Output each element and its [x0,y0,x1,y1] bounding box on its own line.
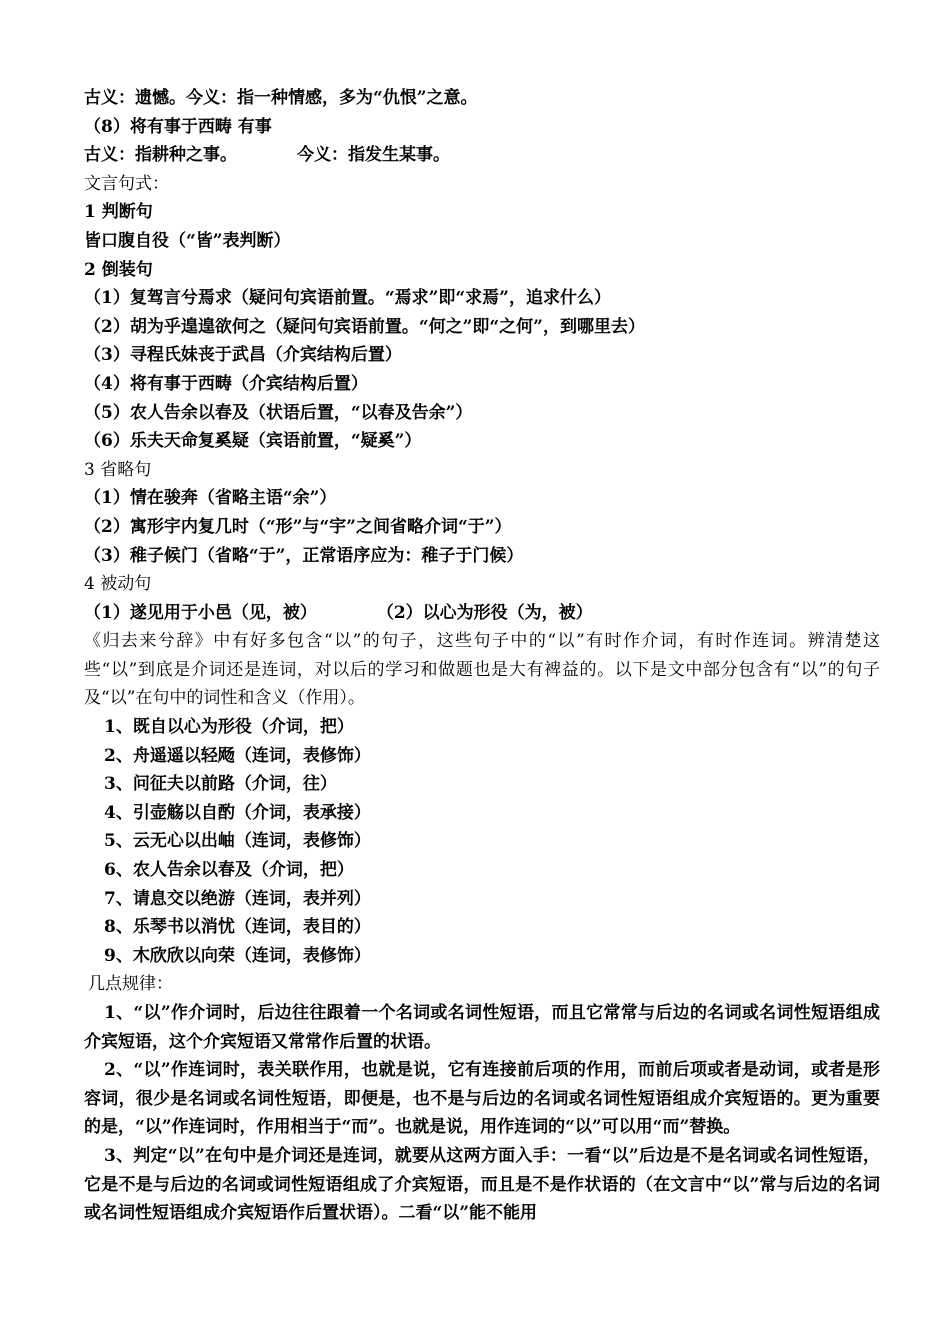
text-line: （8）将有事于西畴 有事 [84,116,272,137]
section-title: 文言句式： [84,173,169,194]
subsection-title-judgment: 1 判断句 [84,202,153,223]
list-item [84,599,880,628]
yi-item: 6、农人告余以春及（介词，把） [104,860,354,881]
yi-item: 3、问征夫以前路（介词，往） [104,774,337,795]
yi-item: 2、舟遥遥以轻飏（连词，表修饰） [104,745,371,766]
list-item: 皆口腹自役（“皆”表判断） [84,230,291,251]
text-line [84,141,880,170]
list-item: （3）寻程氏妹丧于武昌（介宾结构后置） [84,345,402,366]
list-item: （1）情在骏奔（省略主语“余”） [84,488,337,509]
subsection-title-passive: 4 被动句 [84,574,152,595]
rule-paragraph: 2、“以”作连词时，表关联作用，也就是说，它有连接前后项的作用，而前后项或者是动词，或者是形容词，很少是名词或名词性短语，即便是，也不是与后边的名词或名词性短语组成介宾短语的。更为重要的是，“以”作连词时，作用相当于“而”。也就是说，用作连词的“以”可以用“而”替换。 [84,1060,880,1138]
yi-item: 7、请息交以绝游（连词，表并列） [104,888,371,909]
yi-item: 8、乐琴书以消忧（连词，表目的） [104,917,371,938]
list-item: （4）将有事于西畴（介宾结构后置） [84,373,368,394]
yi-item: 9、木欣欣以向荣（连词，表修饰） [104,945,371,966]
intro-paragraph: 《归去来兮辞》中有好多包含“以”的句子，这些句子中的“以”有时作介词，有时作连词。辨清楚这些“以”到底是介词还是连词，对以后的学习和做题也是大有裨益的。以下是文中部分包含有“以”的句子及“以”在句中的词性和含义（作用）。 [84,631,880,709]
list-item: （6）乐夫天命复奚疑（宾语前置，“疑奚”） [84,431,422,452]
list-item: （2）寓形宇内复几时（“形”与“宇”之间省略介词“于”） [84,516,512,537]
list-item: （2）胡为乎遑遑欲何之（疑问句宾语前置。“何之”即“之何”，到哪里去） [84,316,645,337]
rule-paragraph: 3、判定“以”在句中是介词还是连词，就要从这两方面入手：一看“以”后边是不是名词或名词性短语，它是不是与后边的名词或词性短语组成了介宾短语，而且是不是作状语的（在文言中“以”常与后边的名词或名词性短语组成介宾短语作后置状语）。二看“以”能不能用 [84,1145,880,1224]
rules-title: 几点规律： [88,974,173,995]
subsection-title-inversion: 2 倒装句 [84,259,153,280]
yi-item: 1、既自以心为形役（介词，把） [104,717,354,738]
document-page [84,84,880,1228]
list-item: （1）复驾言兮焉求（疑问句宾语前置。“焉求”即“求焉”，追求什么） [84,288,611,309]
list-item: （3）稚子候门（省略“于”，正常语序应为：稚子于门候） [84,545,524,566]
ancient-meaning: 古义：指耕种之事。 [84,145,237,166]
rule-paragraph: 1、“以”作介词时，后边往往跟着一个名词或名词性短语，而且它常常与后边的名词或名词性短语组成介宾短语，这个介宾短语又常常作后置的状语。 [84,1003,880,1052]
subsection-title-ellipsis: 3 省略句 [84,459,152,480]
text-line: 古义：遗憾。今义：指一种情感，多为“仇恨”之意。 [84,88,478,108]
yi-item: 4、引壶觞以自酌（介词，表承接） [104,802,371,823]
modern-meaning: 今义：指发生某事。 [297,145,450,166]
passive-item-1: （1）遂见用于小邑（见，被） [84,602,317,623]
passive-item-2: （2）以心为形役（为，被） [376,602,593,623]
list-item: （5）农人告余以春及（状语后置，“以春及告余”） [84,402,473,423]
yi-item: 5、云无心以出岫（连词，表修饰） [104,831,371,852]
